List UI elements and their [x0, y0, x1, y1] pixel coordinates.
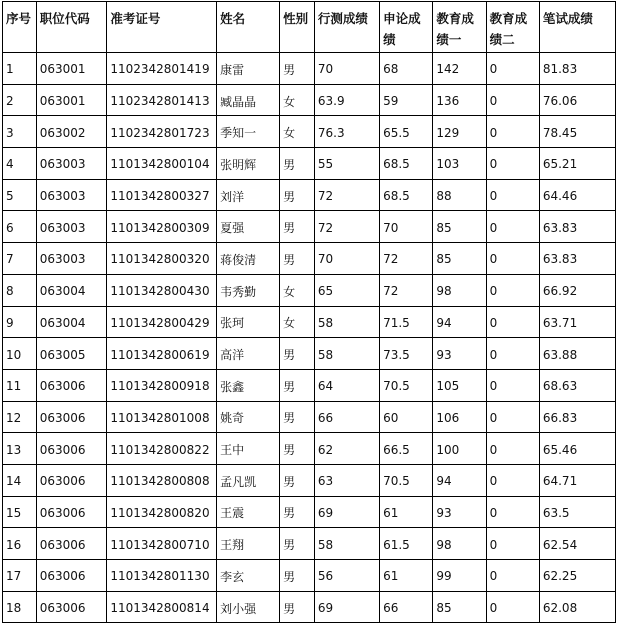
aptitude-score-cell: 72 [314, 211, 379, 243]
name-cell: 季知一 [217, 116, 280, 148]
ticket-number-cell: 1101342800814 [107, 591, 217, 623]
name-cell: 李玄 [217, 560, 280, 592]
education-score-1-cell: 103 [433, 148, 486, 180]
serial-number-cell: 11 [3, 369, 37, 401]
ticket-number-cell: 1101342801008 [107, 401, 217, 433]
table-row [3, 53, 616, 85]
serial-number-cell: 14 [3, 464, 37, 496]
aptitude-score-cell: 63.9 [314, 84, 379, 116]
gender-cell: 男 [280, 591, 315, 623]
table-row [3, 306, 616, 338]
essay-score-cell: 60 [380, 401, 433, 433]
header-serial-number: 序号 [3, 2, 37, 53]
education-score-2-cell: 0 [486, 528, 539, 560]
serial-number-cell: 2 [3, 84, 37, 116]
name-cell: 王震 [217, 496, 280, 528]
name-cell: 张鑫 [217, 369, 280, 401]
table-row [3, 369, 616, 401]
name-cell: 张明辉 [217, 148, 280, 180]
essay-score-cell: 65.5 [380, 116, 433, 148]
position-code-cell: 063006 [36, 496, 107, 528]
education-score-2-cell: 0 [486, 433, 539, 465]
position-code-cell: 063001 [36, 84, 107, 116]
education-score-1-cell: 85 [433, 211, 486, 243]
ticket-number-cell: 1101342800820 [107, 496, 217, 528]
essay-score-cell: 71.5 [380, 306, 433, 338]
education-score-2-cell: 0 [486, 338, 539, 370]
position-code-cell: 063004 [36, 274, 107, 306]
aptitude-score-cell: 70 [314, 53, 379, 85]
table-row [3, 401, 616, 433]
gender-cell: 女 [280, 84, 315, 116]
written-total-cell: 65.46 [539, 433, 615, 465]
essay-score-cell: 70 [380, 211, 433, 243]
table-row [3, 243, 616, 275]
position-code-cell: 063006 [36, 560, 107, 592]
aptitude-score-cell: 70 [314, 243, 379, 275]
ticket-number-cell: 1101342800309 [107, 211, 217, 243]
gender-cell: 男 [280, 496, 315, 528]
education-score-1-cell: 93 [433, 338, 486, 370]
ticket-number-cell: 1101342800320 [107, 243, 217, 275]
header-name: 姓名 [217, 2, 280, 53]
education-score-2-cell: 0 [486, 243, 539, 275]
serial-number-cell: 18 [3, 591, 37, 623]
name-cell: 孟凡凯 [217, 464, 280, 496]
aptitude-score-cell: 69 [314, 496, 379, 528]
ticket-number-cell: 1101342800619 [107, 338, 217, 370]
written-total-cell: 64.46 [539, 179, 615, 211]
written-total-cell: 66.92 [539, 274, 615, 306]
education-score-2-cell: 0 [486, 211, 539, 243]
aptitude-score-cell: 66 [314, 401, 379, 433]
gender-cell: 男 [280, 338, 315, 370]
education-score-1-cell: 93 [433, 496, 486, 528]
gender-cell: 男 [280, 369, 315, 401]
education-score-2-cell: 0 [486, 148, 539, 180]
name-cell: 蒋俊清 [217, 243, 280, 275]
education-score-2-cell: 0 [486, 179, 539, 211]
essay-score-cell: 72 [380, 274, 433, 306]
table-row [3, 211, 616, 243]
name-cell: 王中 [217, 433, 280, 465]
written-total-cell: 62.08 [539, 591, 615, 623]
position-code-cell: 063006 [36, 464, 107, 496]
serial-number-cell: 7 [3, 243, 37, 275]
gender-cell: 男 [280, 464, 315, 496]
written-total-cell: 78.45 [539, 116, 615, 148]
position-code-cell: 063003 [36, 179, 107, 211]
position-code-cell: 063006 [36, 401, 107, 433]
table-row [3, 179, 616, 211]
header-position-code: 职位代码 [36, 2, 107, 53]
education-score-1-cell: 100 [433, 433, 486, 465]
ticket-number-cell: 1101342800822 [107, 433, 217, 465]
education-score-2-cell: 0 [486, 84, 539, 116]
table-row [3, 148, 616, 180]
aptitude-score-cell: 63 [314, 464, 379, 496]
written-total-cell: 66.83 [539, 401, 615, 433]
education-score-1-cell: 105 [433, 369, 486, 401]
essay-score-cell: 70.5 [380, 464, 433, 496]
header-aptitude-score: 行测成绩 [314, 2, 379, 53]
education-score-2-cell: 0 [486, 369, 539, 401]
name-cell: 夏强 [217, 211, 280, 243]
gender-cell: 男 [280, 243, 315, 275]
education-score-2-cell: 0 [486, 464, 539, 496]
position-code-cell: 063003 [36, 148, 107, 180]
header-written-total: 笔试成绩 [539, 2, 615, 53]
ticket-number-cell: 1102342801419 [107, 53, 217, 85]
gender-cell: 男 [280, 211, 315, 243]
education-score-1-cell: 94 [433, 464, 486, 496]
table-body [3, 53, 616, 623]
essay-score-cell: 72 [380, 243, 433, 275]
header-row [3, 2, 616, 53]
table-header [3, 2, 616, 53]
education-score-1-cell: 88 [433, 179, 486, 211]
aptitude-score-cell: 65 [314, 274, 379, 306]
education-score-2-cell: 0 [486, 496, 539, 528]
serial-number-cell: 10 [3, 338, 37, 370]
written-total-cell: 63.5 [539, 496, 615, 528]
header-essay-score: 申论成绩 [380, 2, 433, 53]
gender-cell: 男 [280, 528, 315, 560]
written-total-cell: 64.71 [539, 464, 615, 496]
header-ticket-number: 准考证号 [107, 2, 217, 53]
written-total-cell: 63.83 [539, 211, 615, 243]
gender-cell: 男 [280, 560, 315, 592]
name-cell: 王翔 [217, 528, 280, 560]
position-code-cell: 063005 [36, 338, 107, 370]
table-row [3, 496, 616, 528]
serial-number-cell: 6 [3, 211, 37, 243]
header-gender: 性别 [280, 2, 315, 53]
serial-number-cell: 4 [3, 148, 37, 180]
education-score-1-cell: 106 [433, 401, 486, 433]
education-score-2-cell: 0 [486, 306, 539, 338]
ticket-number-cell: 1101342800918 [107, 369, 217, 401]
aptitude-score-cell: 58 [314, 306, 379, 338]
serial-number-cell: 12 [3, 401, 37, 433]
serial-number-cell: 8 [3, 274, 37, 306]
written-total-cell: 76.06 [539, 84, 615, 116]
serial-number-cell: 13 [3, 433, 37, 465]
position-code-cell: 063003 [36, 211, 107, 243]
education-score-2-cell: 0 [486, 591, 539, 623]
education-score-1-cell: 98 [433, 528, 486, 560]
gender-cell: 女 [280, 306, 315, 338]
education-score-1-cell: 99 [433, 560, 486, 592]
serial-number-cell: 3 [3, 116, 37, 148]
header-education-score-2: 教育成绩二 [486, 2, 539, 53]
essay-score-cell: 68.5 [380, 179, 433, 211]
written-total-cell: 62.25 [539, 560, 615, 592]
essay-score-cell: 59 [380, 84, 433, 116]
written-total-cell: 65.21 [539, 148, 615, 180]
ticket-number-cell: 1101342800429 [107, 306, 217, 338]
essay-score-cell: 70.5 [380, 369, 433, 401]
education-score-2-cell: 0 [486, 560, 539, 592]
aptitude-score-cell: 62 [314, 433, 379, 465]
essay-score-cell: 66 [380, 591, 433, 623]
ticket-number-cell: 1101342800430 [107, 274, 217, 306]
serial-number-cell: 17 [3, 560, 37, 592]
name-cell: 臧晶晶 [217, 84, 280, 116]
table-row [3, 560, 616, 592]
header-education-score-1: 教育成绩一 [433, 2, 486, 53]
position-code-cell: 063006 [36, 369, 107, 401]
ticket-number-cell: 1102342801413 [107, 84, 217, 116]
gender-cell: 女 [280, 116, 315, 148]
ticket-number-cell: 1101342800104 [107, 148, 217, 180]
table-row [3, 464, 616, 496]
table-row [3, 274, 616, 306]
table-row [3, 84, 616, 116]
aptitude-score-cell: 64 [314, 369, 379, 401]
education-score-1-cell: 136 [433, 84, 486, 116]
serial-number-cell: 9 [3, 306, 37, 338]
table-row [3, 433, 616, 465]
serial-number-cell: 16 [3, 528, 37, 560]
aptitude-score-cell: 56 [314, 560, 379, 592]
name-cell: 高洋 [217, 338, 280, 370]
education-score-2-cell: 0 [486, 274, 539, 306]
education-score-1-cell: 85 [433, 591, 486, 623]
education-score-1-cell: 85 [433, 243, 486, 275]
written-total-cell: 63.71 [539, 306, 615, 338]
ticket-number-cell: 1101342800710 [107, 528, 217, 560]
table-row [3, 116, 616, 148]
position-code-cell: 063004 [36, 306, 107, 338]
table-row [3, 528, 616, 560]
essay-score-cell: 68 [380, 53, 433, 85]
essay-score-cell: 66.5 [380, 433, 433, 465]
aptitude-score-cell: 76.3 [314, 116, 379, 148]
written-total-cell: 62.54 [539, 528, 615, 560]
essay-score-cell: 61.5 [380, 528, 433, 560]
name-cell: 刘洋 [217, 179, 280, 211]
aptitude-score-cell: 58 [314, 338, 379, 370]
name-cell: 韦秀勤 [217, 274, 280, 306]
education-score-1-cell: 142 [433, 53, 486, 85]
position-code-cell: 063006 [36, 591, 107, 623]
essay-score-cell: 61 [380, 560, 433, 592]
gender-cell: 男 [280, 179, 315, 211]
gender-cell: 男 [280, 401, 315, 433]
aptitude-score-cell: 72 [314, 179, 379, 211]
position-code-cell: 063002 [36, 116, 107, 148]
serial-number-cell: 1 [3, 53, 37, 85]
ticket-number-cell: 1101342801130 [107, 560, 217, 592]
position-code-cell: 063006 [36, 433, 107, 465]
ticket-number-cell: 1101342800327 [107, 179, 217, 211]
exam-results-table [2, 1, 616, 623]
name-cell: 刘小强 [217, 591, 280, 623]
aptitude-score-cell: 58 [314, 528, 379, 560]
essay-score-cell: 68.5 [380, 148, 433, 180]
name-cell: 姚奇 [217, 401, 280, 433]
essay-score-cell: 61 [380, 496, 433, 528]
education-score-1-cell: 98 [433, 274, 486, 306]
aptitude-score-cell: 55 [314, 148, 379, 180]
written-total-cell: 81.83 [539, 53, 615, 85]
ticket-number-cell: 1101342800808 [107, 464, 217, 496]
position-code-cell: 063001 [36, 53, 107, 85]
serial-number-cell: 5 [3, 179, 37, 211]
gender-cell: 女 [280, 274, 315, 306]
written-total-cell: 63.88 [539, 338, 615, 370]
education-score-2-cell: 0 [486, 53, 539, 85]
written-total-cell: 68.63 [539, 369, 615, 401]
education-score-1-cell: 94 [433, 306, 486, 338]
written-total-cell: 63.83 [539, 243, 615, 275]
aptitude-score-cell: 69 [314, 591, 379, 623]
table-row [3, 338, 616, 370]
gender-cell: 男 [280, 148, 315, 180]
name-cell: 康雷 [217, 53, 280, 85]
essay-score-cell: 73.5 [380, 338, 433, 370]
position-code-cell: 063006 [36, 528, 107, 560]
table-row [3, 591, 616, 623]
education-score-1-cell: 129 [433, 116, 486, 148]
serial-number-cell: 15 [3, 496, 37, 528]
name-cell: 张珂 [217, 306, 280, 338]
position-code-cell: 063003 [36, 243, 107, 275]
gender-cell: 男 [280, 433, 315, 465]
education-score-2-cell: 0 [486, 116, 539, 148]
ticket-number-cell: 1102342801723 [107, 116, 217, 148]
gender-cell: 男 [280, 53, 315, 85]
education-score-2-cell: 0 [486, 401, 539, 433]
